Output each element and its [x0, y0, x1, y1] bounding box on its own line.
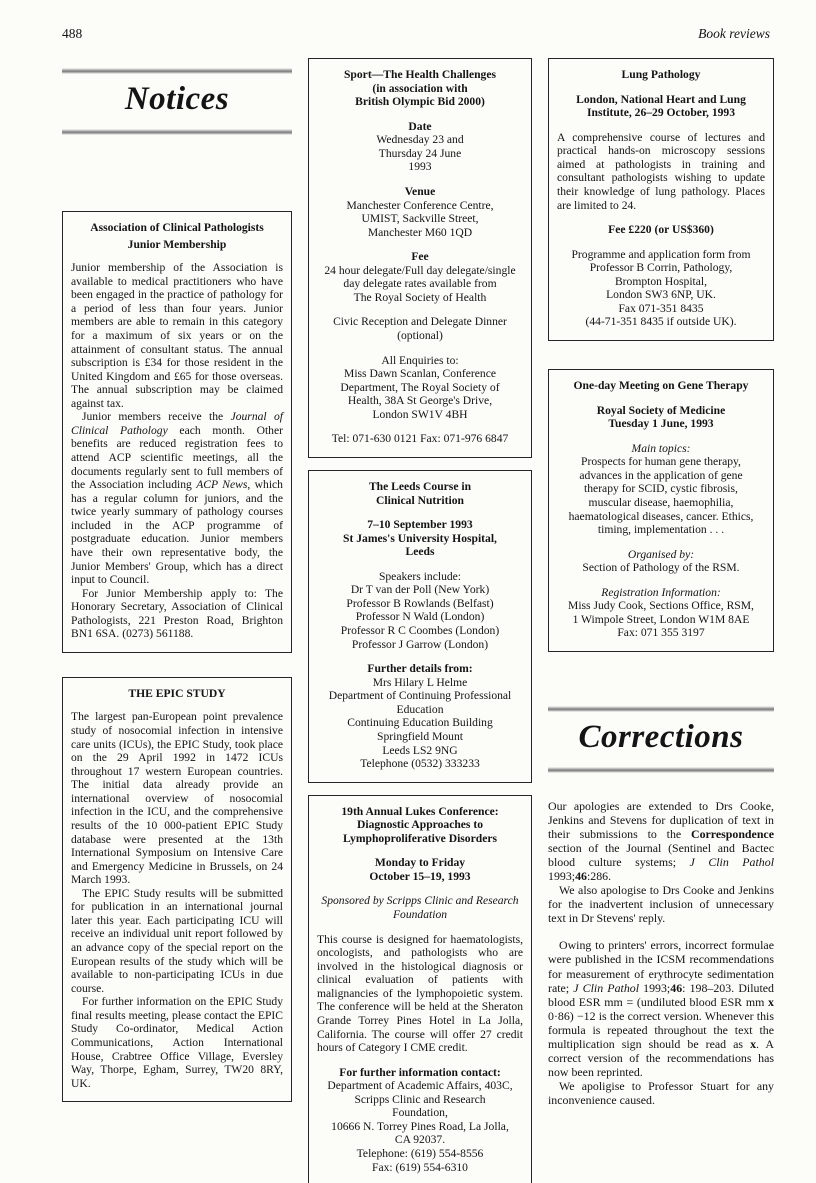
- acp-title: Association of Clinical Pathologists: [90, 221, 264, 234]
- journal-citation-italic: J Clin Pathol: [573, 980, 640, 995]
- text-segment: . A correct version of the recommendations has now been reprinted.: [548, 1036, 774, 1079]
- corrections-title: Corrections: [578, 719, 744, 755]
- lung-title: Lung Pathology: [621, 68, 701, 81]
- acp-subtitle: Junior Membership: [127, 237, 227, 251]
- leeds-details-lines: Mrs Hilary L Helme Department of Continuing Professional Education Continuing Education Building Springfield Mount Leeds LS2 9NG Telephone (0532) 333233: [328, 675, 512, 771]
- lukes-title: 19th Annual Lukes Conference: Diagnostic Approaches to Lymphoproliferative Disorders: [341, 804, 499, 845]
- lukes-sponsor-lines: Sponsored by Scripps Clinic and Research Foundation: [321, 894, 519, 921]
- notice-box-gene-therapy-meeting: [548, 369, 774, 652]
- notice-box-acp-junior-membership: [62, 211, 292, 653]
- sport-title: Sport—The Health Challenges (in association with British Olympic Bid 2000): [343, 68, 496, 109]
- sport-venue-label: Venue: [404, 184, 436, 198]
- columns: [62, 58, 774, 1183]
- acp-paragraph-1: Junior membership of the Association is available to medical practitioners who have been engaged in the practice of pathology for a period of less than four years. Junior members are able to remain in this category for a maximum of six years or on the attainment of consultant status. The annual subscription is £34 for those resident in the United Kingdom and £65 for those overseas. The annual subscription may be claimed against tax.: [71, 261, 283, 410]
- text-segment: section of the Journal (Sentinel and Bactec blood culture systems;: [548, 841, 774, 870]
- notice-box-sport-health-challenges: [308, 58, 532, 458]
- acp-paragraph-3: For Junior Membership apply to: The Honorary Secretary, Association of Clinical Pathologists, 221 Preston Road, Brighton BN1 6SA. (0273) 561188.: [71, 586, 283, 641]
- text-segment: Our apologies are extended to Drs Cooke, Jenkins and Stevens for duplication of text in their submissions to the: [548, 799, 774, 842]
- leeds-details-label: Further details from:: [367, 662, 473, 676]
- lung-contact-lines: Programme and application form from Professor B Corrin, Pathology, Brompton Hospital, London SW3 6NP, UK. Fax 071-351 8435 (44-71-351 8435 if outside UK).: [571, 247, 751, 329]
- page-header: [62, 26, 770, 42]
- column-right: [548, 58, 774, 1107]
- running-head: Book reviews: [698, 26, 770, 41]
- multiplication-sign-bold: x: [750, 1036, 757, 1051]
- text-segment: : 198–203. Diluted blood ESR mm = (undiluted blood ESR mm: [548, 980, 774, 1009]
- text-segment: Junior members receive the: [82, 410, 231, 424]
- lung-body-paragraph: A comprehensive course of lectures and practical hands-on microscopy sessions aimed at pathologists in training and consultant pathologists wishing to update their knowledge of lung pathology. Places are limited to 24.: [557, 130, 765, 212]
- gene-registration-lines: Miss Judy Cook, Sections Office, RSM, 1 Wimpole Street, London W1M 8AE Fax: 071 355 3197: [568, 599, 754, 640]
- acp-paragraph-2: [71, 410, 283, 586]
- notices-title: Notices: [124, 81, 230, 117]
- text-segment: each month. Other benefits are reduced registration fees to attend ACP scientific meetings, all the documents regularly sent to full members of the Association including: [71, 423, 283, 492]
- epic-paragraph-2: The EPIC Study results will be submitted for publication in an international journal later this year. Each participating ICU will receive an individual unit report followed by an advance copy of the special report on the European results of the study which will be available to non-participating ICUs in due course.: [71, 886, 283, 995]
- leeds-when-lines: 7–10 September 1993 St James's University Hospital, Leeds: [343, 518, 497, 559]
- sport-date-lines: Wednesday 23 and Thursday 24 June 1993: [376, 133, 464, 174]
- corrections-paragraph-2: We also apologise to Drs Cooke and Jenkins for the inadvertent inclusion of unnecessary text in Dr Stevens' reply.: [548, 883, 774, 926]
- lukes-contact-label: For further information contact:: [339, 1065, 501, 1079]
- notice-box-lung-pathology: [548, 58, 774, 341]
- leeds-title: The Leeds Course in Clinical Nutrition: [368, 479, 472, 507]
- gene-registration-label: Registration Information:: [601, 585, 721, 599]
- epic-paragraph-1: The largest pan-European point prevalence study of nosocomial infection in intensive care units (ICUs), the EPIC Study, took place on the 29 April 1992 in 1472 ICUs throughout 17 western European countries. The initial data already provide an international overview of nosocomial infection in the ICU, and the comprehensive results of the 10 000-patient EPIC Study database were presented at the 13th International Symposium on Intensive Care and Emergency Medicine in Brussels, on 24 March 1993.: [71, 710, 283, 887]
- gene-organised-line: Section of Pathology of the RSM.: [582, 561, 740, 575]
- corrections-paragraph-4: We apoligise to Professor Stuart for any inconvenience caused.: [548, 1078, 774, 1107]
- page-number: 488: [62, 26, 83, 41]
- acp-news-italic: ACP News: [196, 478, 248, 492]
- text-segment: , which has a regular column for juniors, and the twice yearly summary of pathology courses included in the ACP programme of postgraduate education. Junior members have their own representative body, the Junior Members' Group, which has a direct input to Council.: [71, 478, 283, 587]
- volume-bold: 46: [670, 980, 683, 995]
- notice-box-epic-study: [62, 677, 292, 1102]
- gene-topics-label: Main topics:: [631, 441, 691, 455]
- notices-heading-block: [62, 68, 292, 135]
- sport-enquiries-lines: All Enquiries to: Miss Dawn Scanlan, Conference Department, The Royal Society of Health, 38A St George's Drive, London SW1V 4BH: [340, 353, 500, 421]
- epic-paragraph-3: For further information on the EPIC Study final results meeting, please contact the EPIC Study Co-ordinator, Medical Action Communications, Action International House, Crabtree Office Village, Eversley Way, Thorpe, Egham, Surrey, TW20 8RY, UK.: [71, 995, 283, 1090]
- lung-fee-line: Fee £220 (or US$360): [608, 223, 714, 237]
- gene-title: One-day Meeting on Gene Therapy: [573, 379, 749, 392]
- column-left: [62, 58, 292, 1102]
- sport-telephone-line: Tel: 071-630 0121 Fax: 071-976 6847: [331, 432, 509, 446]
- decorative-rule-bottom: [62, 129, 292, 135]
- sport-reception-lines: Civic Reception and Delegate Dinner (optional): [333, 315, 507, 342]
- journal-name-italic: Journal of Clinical Pathology: [71, 410, 284, 437]
- leeds-speakers-lines: Speakers include: Dr T van der Poll (New York) Professor B Rowlands (Belfast) Professor N Wald (London) Professor R C Coombes (London) Professor J Garrow (London): [340, 569, 500, 651]
- lukes-body-paragraph: This course is designed for haematologists, oncologists, and pathologists who are involved in the histological diagnosis or clinical evaluation of patients with malignancies of the lymphopoietic system. The conference will be held at the Sheraton Grande Torrey Pines Hotel in La Jolla, California. The course will offer 27 credit hours of Category I CME credit.: [317, 932, 523, 1055]
- sport-date-label: Date: [408, 119, 432, 133]
- text-segment: 0·86) −12 is the correct version. Whenever this formula is repeated throughout the text the multiplication sign should be read as: [548, 1008, 774, 1051]
- text-segment: 1993;: [639, 980, 671, 995]
- sport-fee-label: Fee: [411, 250, 429, 264]
- correspondence-bold: Correspondence: [690, 827, 774, 842]
- lung-when-lines: London, National Heart and Lung Institute, 26–29 October, 1993: [576, 92, 746, 120]
- corrections-body: [548, 799, 774, 1107]
- corrections-paragraph-1: [548, 799, 774, 883]
- gene-when-lines: Royal Society of Medicine Tuesday 1 June, 1993: [596, 403, 726, 431]
- sport-venue-lines: Manchester Conference Centre, UMIST, Sackville Street, Manchester M60 1QD: [346, 198, 494, 239]
- text-segment: Owing to printers' errors, incorrect formulae were published in the ICSM recommendations for measurement of erythrocyte sedimentation rate;: [548, 938, 774, 995]
- text-segment: 1993;: [548, 869, 576, 884]
- journal-citation-italic: J Clin Pathol: [689, 855, 774, 870]
- corrections-paragraph-3: [548, 938, 774, 1078]
- text-segment: :286.: [586, 869, 612, 884]
- column-middle: [308, 58, 532, 1183]
- lukes-when-lines: Monday to Friday October 15–19, 1993: [369, 856, 471, 883]
- decorative-rule-bottom: [548, 767, 774, 773]
- notice-box-lukes-conference: [308, 795, 532, 1183]
- volume-bold: 46: [575, 869, 587, 884]
- lukes-contact-lines: Department of Academic Affairs, 403C, Scripps Clinic and Research Foundation, 10666 N. Torrey Pines Road, La Jolla, CA 92037. Telephone: (619) 554-8556 Fax: (619) 554-6310: [327, 1079, 513, 1174]
- epic-title: THE EPIC STUDY: [128, 686, 226, 700]
- multiplication-sign-bold: x: [768, 994, 774, 1009]
- corrections-heading-block: [548, 706, 774, 773]
- gene-organised-label: Organised by:: [627, 547, 695, 561]
- sport-fee-lines: 24 hour delegate/Full day delegate/single day delegate rates available from The Royal Society of Health: [324, 263, 516, 304]
- gene-topics-lines: Prospects for human gene therapy, advances in the application of gene therapy for SCID, cystic fibrosis, muscular disease, haemophilia, haematological diseases, cancer. Ethics, timing, implementation . . .: [568, 455, 754, 537]
- notice-box-leeds-clinical-nutrition: [308, 470, 532, 783]
